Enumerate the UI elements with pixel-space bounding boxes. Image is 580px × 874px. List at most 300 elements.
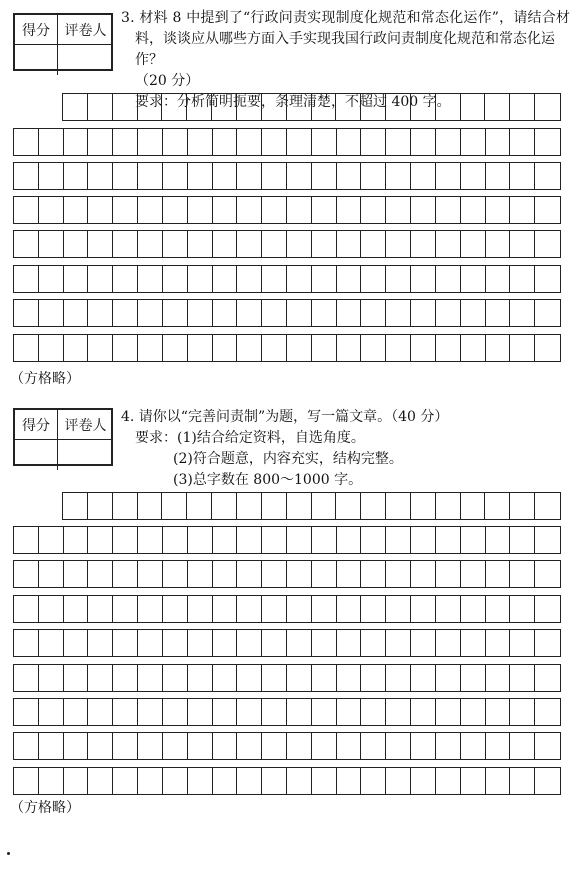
writing-square[interactable] (188, 163, 213, 189)
writing-square[interactable] (262, 699, 287, 725)
writing-square[interactable] (187, 493, 212, 519)
grid-row[interactable] (13, 664, 561, 692)
writing-square[interactable] (386, 300, 411, 326)
writing-square[interactable] (187, 94, 212, 120)
writing-square[interactable] (312, 699, 337, 725)
writing-square[interactable] (361, 527, 386, 553)
writing-square[interactable] (262, 493, 287, 519)
writing-square[interactable] (461, 699, 486, 725)
writing-square[interactable] (461, 335, 486, 361)
writing-square[interactable] (39, 527, 64, 553)
writing-square[interactable] (510, 197, 535, 223)
writing-square[interactable] (163, 129, 188, 155)
writing-square[interactable] (113, 665, 138, 691)
writing-square[interactable] (39, 561, 64, 587)
writing-square[interactable] (213, 527, 238, 553)
writing-square[interactable] (113, 699, 138, 725)
writing-square[interactable] (64, 163, 89, 189)
writing-square[interactable] (461, 665, 486, 691)
writing-square[interactable] (510, 300, 535, 326)
writing-square[interactable] (337, 300, 362, 326)
writing-square[interactable] (411, 596, 436, 622)
writing-square[interactable] (535, 561, 560, 587)
writing-square[interactable] (39, 768, 64, 794)
writing-square[interactable] (486, 561, 511, 587)
writing-square[interactable] (461, 231, 486, 257)
writing-square[interactable] (64, 630, 89, 656)
writing-square[interactable] (436, 94, 461, 120)
writing-square[interactable] (163, 699, 188, 725)
writing-square[interactable] (486, 665, 511, 691)
writing-square[interactable] (162, 94, 187, 120)
writing-square[interactable] (213, 665, 238, 691)
writing-square[interactable] (287, 493, 312, 519)
writing-square[interactable] (361, 94, 386, 120)
writing-square[interactable] (386, 768, 411, 794)
writing-square[interactable] (188, 665, 213, 691)
writing-square[interactable] (163, 665, 188, 691)
writing-square[interactable] (163, 300, 188, 326)
writing-square[interactable] (262, 335, 287, 361)
writing-square[interactable] (287, 94, 312, 120)
writing-square[interactable] (312, 561, 337, 587)
writing-square[interactable] (411, 129, 436, 155)
writing-square[interactable] (336, 493, 361, 519)
writing-square[interactable] (262, 768, 287, 794)
writing-square[interactable] (88, 699, 113, 725)
writing-square[interactable] (188, 266, 213, 292)
writing-square[interactable] (535, 163, 560, 189)
writing-square[interactable] (287, 231, 312, 257)
writing-square[interactable] (436, 561, 461, 587)
writing-square[interactable] (411, 231, 436, 257)
writing-square[interactable] (386, 665, 411, 691)
writing-square[interactable] (14, 197, 39, 223)
writing-square[interactable] (14, 527, 39, 553)
writing-square[interactable] (436, 768, 461, 794)
writing-square[interactable] (39, 335, 64, 361)
writing-square[interactable] (312, 335, 337, 361)
writing-square[interactable] (262, 665, 287, 691)
writing-square[interactable] (138, 129, 163, 155)
writing-square[interactable] (138, 94, 163, 120)
writing-square[interactable] (39, 699, 64, 725)
writing-square[interactable] (411, 94, 436, 120)
writing-square[interactable] (337, 561, 362, 587)
writing-square[interactable] (212, 493, 237, 519)
writing-square[interactable] (386, 197, 411, 223)
writing-square[interactable] (39, 197, 64, 223)
writing-square[interactable] (88, 94, 113, 120)
writing-square[interactable] (436, 630, 461, 656)
writing-square[interactable] (188, 768, 213, 794)
writing-square[interactable] (535, 665, 560, 691)
writing-square[interactable] (510, 163, 535, 189)
writing-square[interactable] (486, 630, 511, 656)
writing-square[interactable] (510, 630, 535, 656)
writing-square[interactable] (535, 768, 560, 794)
writing-square[interactable] (14, 335, 39, 361)
writing-square[interactable] (237, 231, 262, 257)
writing-square[interactable] (386, 630, 411, 656)
writing-square[interactable] (337, 665, 362, 691)
writing-square[interactable] (262, 266, 287, 292)
writing-square[interactable] (88, 630, 113, 656)
writing-square[interactable] (510, 665, 535, 691)
writing-square[interactable] (212, 94, 237, 120)
writing-square[interactable] (14, 561, 39, 587)
writing-square[interactable] (163, 561, 188, 587)
writing-square[interactable] (411, 561, 436, 587)
writing-square[interactable] (486, 596, 511, 622)
writing-square[interactable] (535, 335, 560, 361)
writing-square[interactable] (386, 231, 411, 257)
writing-square[interactable] (88, 266, 113, 292)
writing-square[interactable] (337, 231, 362, 257)
writing-square[interactable] (287, 335, 312, 361)
writing-square[interactable] (237, 163, 262, 189)
writing-square[interactable] (287, 733, 312, 759)
writing-square[interactable] (14, 231, 39, 257)
writing-square[interactable] (113, 94, 138, 120)
writing-square[interactable] (510, 699, 535, 725)
writing-square[interactable] (213, 231, 238, 257)
writing-square[interactable] (312, 630, 337, 656)
writing-square[interactable] (163, 266, 188, 292)
writing-square[interactable] (361, 231, 386, 257)
writing-square[interactable] (163, 596, 188, 622)
writing-square[interactable] (88, 768, 113, 794)
writing-square[interactable] (510, 527, 535, 553)
writing-square[interactable] (386, 163, 411, 189)
writing-square[interactable] (510, 266, 535, 292)
writing-square[interactable] (436, 733, 461, 759)
writing-square[interactable] (361, 163, 386, 189)
writing-square[interactable] (188, 197, 213, 223)
writing-square[interactable] (461, 527, 486, 553)
writing-square[interactable] (64, 733, 89, 759)
writing-square[interactable] (237, 335, 262, 361)
writing-square[interactable] (361, 129, 386, 155)
writing-square[interactable] (535, 231, 560, 257)
writing-square[interactable] (88, 527, 113, 553)
writing-square[interactable] (64, 231, 89, 257)
writing-square[interactable] (535, 94, 560, 120)
writing-square[interactable] (113, 596, 138, 622)
writing-square[interactable] (535, 630, 560, 656)
writing-square[interactable] (237, 733, 262, 759)
writing-square[interactable] (312, 493, 337, 519)
writing-square[interactable] (287, 630, 312, 656)
writing-square[interactable] (535, 300, 560, 326)
writing-square[interactable] (485, 493, 510, 519)
writing-square[interactable] (262, 596, 287, 622)
writing-square[interactable] (337, 527, 362, 553)
writing-square[interactable] (337, 266, 362, 292)
writing-square[interactable] (337, 335, 362, 361)
writing-square[interactable] (461, 768, 486, 794)
writing-square[interactable] (14, 163, 39, 189)
writing-square[interactable] (262, 733, 287, 759)
writing-square[interactable] (411, 768, 436, 794)
writing-square[interactable] (237, 300, 262, 326)
writing-square[interactable] (138, 197, 163, 223)
writing-square[interactable] (386, 596, 411, 622)
writing-square[interactable] (14, 129, 39, 155)
writing-square[interactable] (262, 300, 287, 326)
writing-square[interactable] (113, 197, 138, 223)
score-entry-cell[interactable] (15, 45, 58, 75)
writing-square[interactable] (461, 300, 486, 326)
writing-square[interactable] (39, 231, 64, 257)
writing-square[interactable] (337, 733, 362, 759)
grid-row[interactable] (13, 128, 561, 156)
writing-square[interactable] (113, 561, 138, 587)
writing-square[interactable] (312, 129, 337, 155)
writing-square[interactable] (461, 630, 486, 656)
writing-square[interactable] (510, 596, 535, 622)
writing-square[interactable] (287, 561, 312, 587)
writing-square[interactable] (88, 300, 113, 326)
writing-square[interactable] (386, 266, 411, 292)
writing-square[interactable] (113, 129, 138, 155)
writing-square[interactable] (535, 493, 560, 519)
writing-square[interactable] (436, 129, 461, 155)
writing-square[interactable] (535, 197, 560, 223)
writing-square[interactable] (39, 665, 64, 691)
writing-square[interactable] (337, 596, 362, 622)
writing-square[interactable] (287, 699, 312, 725)
writing-square[interactable] (88, 665, 113, 691)
writing-square[interactable] (436, 665, 461, 691)
writing-square[interactable] (486, 768, 511, 794)
writing-square[interactable] (287, 300, 312, 326)
writing-square[interactable] (163, 163, 188, 189)
writing-square[interactable] (39, 596, 64, 622)
writing-square[interactable] (63, 493, 88, 519)
writing-square[interactable] (461, 733, 486, 759)
writing-square[interactable] (287, 266, 312, 292)
writing-square[interactable] (163, 335, 188, 361)
writing-square[interactable] (337, 197, 362, 223)
writing-square[interactable] (138, 300, 163, 326)
writing-square[interactable] (163, 231, 188, 257)
writing-square[interactable] (386, 733, 411, 759)
writing-square[interactable] (411, 527, 436, 553)
writing-square[interactable] (361, 300, 386, 326)
writing-square[interactable] (361, 733, 386, 759)
grid-row[interactable] (13, 560, 561, 588)
grid-row[interactable] (13, 334, 561, 362)
writing-square[interactable] (312, 596, 337, 622)
writing-square[interactable] (138, 163, 163, 189)
writing-square[interactable] (138, 493, 163, 519)
writing-square[interactable] (535, 733, 560, 759)
writing-square[interactable] (14, 699, 39, 725)
writing-square[interactable] (411, 630, 436, 656)
writing-square[interactable] (411, 163, 436, 189)
writing-square[interactable] (113, 163, 138, 189)
writing-square[interactable] (162, 493, 187, 519)
writing-square[interactable] (312, 733, 337, 759)
writing-square[interactable] (213, 733, 238, 759)
writing-square[interactable] (535, 596, 560, 622)
writing-square[interactable] (461, 163, 486, 189)
grid-row[interactable] (13, 526, 561, 554)
grid-row-indented[interactable] (62, 492, 561, 520)
writing-square[interactable] (287, 665, 312, 691)
writing-square[interactable] (461, 129, 486, 155)
writing-square[interactable] (237, 630, 262, 656)
writing-square[interactable] (39, 300, 64, 326)
writing-square[interactable] (113, 335, 138, 361)
writing-square[interactable] (535, 527, 560, 553)
writing-square[interactable] (14, 630, 39, 656)
writing-square[interactable] (138, 335, 163, 361)
writing-square[interactable] (361, 596, 386, 622)
writing-square[interactable] (510, 231, 535, 257)
writing-square[interactable] (510, 768, 535, 794)
writing-square[interactable] (39, 733, 64, 759)
writing-square[interactable] (64, 197, 89, 223)
writing-square[interactable] (486, 699, 511, 725)
writing-square[interactable] (213, 699, 238, 725)
writing-square[interactable] (535, 129, 560, 155)
grid-row[interactable] (13, 162, 561, 190)
writing-square[interactable] (361, 266, 386, 292)
writing-square[interactable] (113, 493, 138, 519)
grid-row[interactable] (13, 230, 561, 258)
writing-square[interactable] (138, 699, 163, 725)
writing-square[interactable] (337, 129, 362, 155)
writing-square[interactable] (436, 266, 461, 292)
grid-row[interactable] (13, 196, 561, 224)
writing-square[interactable] (337, 630, 362, 656)
writing-square[interactable] (510, 561, 535, 587)
writing-square[interactable] (312, 300, 337, 326)
writing-square[interactable] (312, 527, 337, 553)
writing-square[interactable] (510, 129, 535, 155)
writing-square[interactable] (411, 665, 436, 691)
writing-square[interactable] (461, 197, 486, 223)
writing-square[interactable] (163, 527, 188, 553)
writing-square[interactable] (262, 231, 287, 257)
writing-square[interactable] (138, 596, 163, 622)
writing-square[interactable] (213, 335, 238, 361)
writing-square[interactable] (237, 665, 262, 691)
writing-square[interactable] (213, 197, 238, 223)
writing-square[interactable] (337, 699, 362, 725)
writing-square[interactable] (486, 231, 511, 257)
writing-square[interactable] (64, 129, 89, 155)
writing-square[interactable] (163, 733, 188, 759)
writing-square[interactable] (64, 561, 89, 587)
writing-square[interactable] (486, 335, 511, 361)
writing-square[interactable] (237, 129, 262, 155)
writing-square[interactable] (287, 129, 312, 155)
grid-row[interactable] (13, 595, 561, 623)
writing-square[interactable] (436, 596, 461, 622)
writing-square[interactable] (312, 665, 337, 691)
writing-square[interactable] (337, 163, 362, 189)
writing-square[interactable] (237, 768, 262, 794)
writing-square[interactable] (510, 493, 535, 519)
writing-square[interactable] (64, 335, 89, 361)
writing-square[interactable] (188, 231, 213, 257)
writing-square[interactable] (411, 300, 436, 326)
writing-square[interactable] (63, 94, 88, 120)
grid-row[interactable] (13, 767, 561, 795)
writing-square[interactable] (386, 699, 411, 725)
writing-square[interactable] (361, 665, 386, 691)
writing-square[interactable] (287, 527, 312, 553)
writing-square[interactable] (486, 266, 511, 292)
writing-square[interactable] (436, 300, 461, 326)
writing-square[interactable] (113, 527, 138, 553)
grid-row[interactable] (13, 732, 561, 760)
writing-square[interactable] (336, 94, 361, 120)
grid-row-indented[interactable] (62, 93, 561, 121)
writing-square[interactable] (213, 596, 238, 622)
writing-square[interactable] (262, 197, 287, 223)
writing-square[interactable] (138, 733, 163, 759)
writing-square[interactable] (188, 300, 213, 326)
writing-square[interactable] (436, 197, 461, 223)
writing-square[interactable] (436, 699, 461, 725)
writing-square[interactable] (535, 266, 560, 292)
writing-square[interactable] (88, 561, 113, 587)
writing-square[interactable] (287, 197, 312, 223)
writing-square[interactable] (213, 266, 238, 292)
writing-square[interactable] (337, 768, 362, 794)
writing-square[interactable] (88, 335, 113, 361)
writing-square[interactable] (361, 493, 386, 519)
writing-square[interactable] (88, 231, 113, 257)
writing-square[interactable] (386, 129, 411, 155)
writing-square[interactable] (14, 300, 39, 326)
writing-square[interactable] (188, 527, 213, 553)
writing-square[interactable] (14, 596, 39, 622)
writing-square[interactable] (436, 527, 461, 553)
writing-square[interactable] (188, 699, 213, 725)
grid-row[interactable] (13, 265, 561, 293)
writing-square[interactable] (386, 493, 411, 519)
writing-square[interactable] (113, 768, 138, 794)
writing-square[interactable] (411, 266, 436, 292)
writing-square[interactable] (188, 630, 213, 656)
writing-square[interactable] (188, 129, 213, 155)
writing-square[interactable] (361, 630, 386, 656)
writing-square[interactable] (88, 596, 113, 622)
writing-square[interactable] (88, 163, 113, 189)
writing-square[interactable] (213, 630, 238, 656)
writing-square[interactable] (39, 630, 64, 656)
writing-square[interactable] (486, 163, 511, 189)
writing-square[interactable] (411, 197, 436, 223)
writing-square[interactable] (138, 266, 163, 292)
writing-square[interactable] (237, 596, 262, 622)
writing-square[interactable] (411, 335, 436, 361)
grader-entry-cell[interactable] (58, 45, 113, 75)
writing-square[interactable] (39, 163, 64, 189)
writing-square[interactable] (113, 231, 138, 257)
writing-square[interactable] (436, 163, 461, 189)
writing-square[interactable] (113, 266, 138, 292)
writing-square[interactable] (461, 493, 486, 519)
writing-square[interactable] (113, 733, 138, 759)
writing-square[interactable] (14, 665, 39, 691)
writing-square[interactable] (287, 596, 312, 622)
